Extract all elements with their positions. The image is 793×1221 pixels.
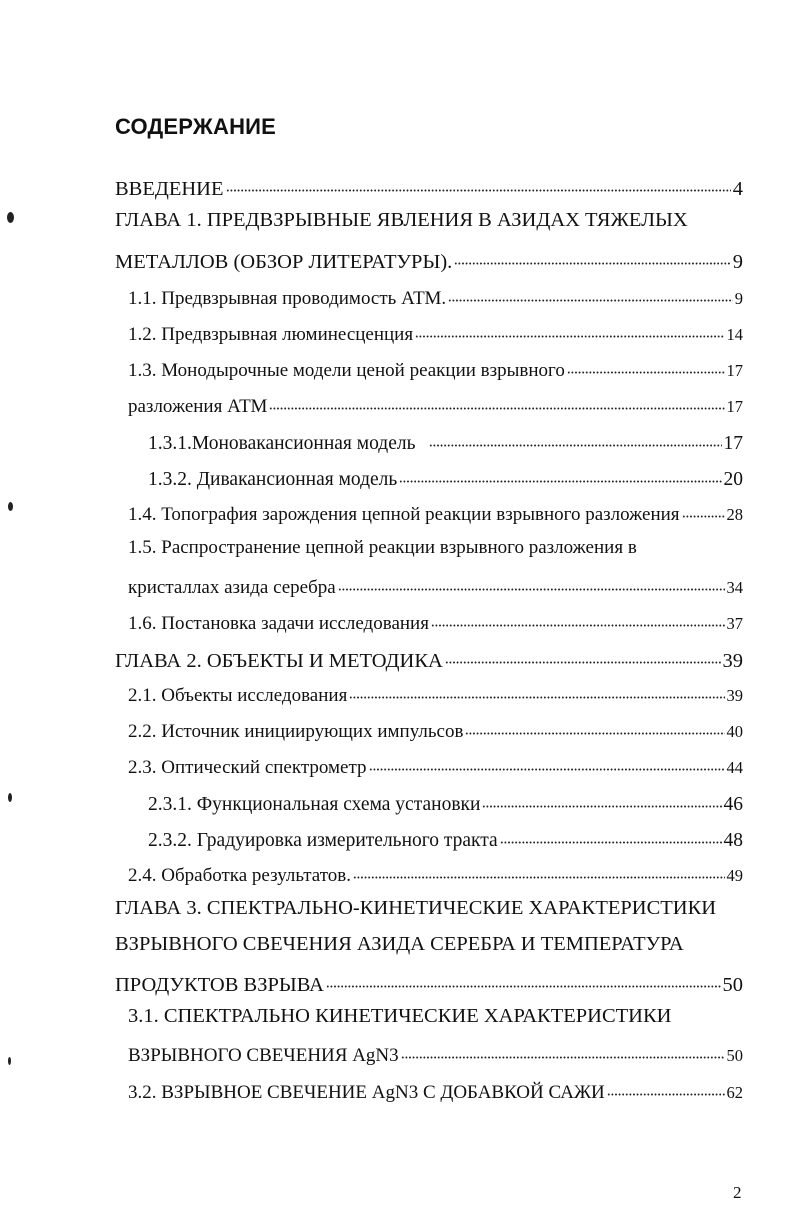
toc-entry-text: МЕТАЛЛОВ (ОБЗОР ЛИТЕРАТУРЫ).: [115, 250, 453, 273]
toc-entry-text: разложения АТМ: [128, 396, 268, 417]
toc-entry-page: 50: [722, 973, 743, 996]
toc-entry: [148, 465, 743, 491]
toc-entry-page: 17: [726, 397, 743, 416]
toc-entry-text: ВВЕДЕНИЕ: [115, 177, 224, 200]
toc-entry-page: 28: [726, 505, 743, 524]
dot-leader: [401, 1042, 725, 1061]
dot-leader: [448, 285, 733, 304]
toc-entry-page: 17: [723, 432, 743, 454]
toc-entry-text: 1.3. Монодырочные модели ценой реакции взрывного: [128, 360, 565, 381]
toc-entry-page: 20: [723, 468, 743, 490]
toc-entry: [128, 357, 743, 383]
dot-leader: [431, 610, 725, 629]
dot-leader: [353, 862, 724, 881]
toc-entry-page: 34: [726, 578, 743, 597]
toc-entry: [128, 682, 743, 708]
toc-entry-page: 62: [726, 1083, 743, 1102]
page-number: 2: [733, 1183, 742, 1202]
toc-entry: [148, 826, 743, 852]
dot-leader: [269, 393, 724, 412]
toc-entry: [128, 862, 743, 888]
toc-entry-text: 1.1. Предвзрывная проводимость АТМ.: [128, 288, 447, 309]
toc-entry: [115, 174, 743, 200]
dot-leader: [415, 321, 724, 340]
toc-entry-text: 1.5. Распространение цепной реакции взрывного разложения в: [128, 537, 637, 558]
toc-entry-page: 49: [726, 866, 743, 885]
toc-entry-page: 50: [726, 1046, 743, 1065]
binding-hole-mark: [8, 502, 13, 511]
toc-entry-text: 2.3. Оптический спектрометр: [128, 757, 367, 778]
toc-entry: [115, 970, 743, 996]
dot-leader: [429, 429, 721, 449]
binding-hole-mark: [8, 793, 12, 802]
dot-leader: [607, 1079, 725, 1098]
toc-entry-text: 1.4. Топография зарождения цепной реакции взрывного разложения: [128, 504, 680, 525]
toc-entry-page: 14: [726, 325, 743, 344]
toc-entry-page: 17: [726, 361, 743, 380]
binding-hole-mark: [8, 1057, 11, 1065]
toc-entry: [148, 790, 743, 816]
toc-entry-text: ГЛАВА 1. ПРЕДВЗРЫВНЫЕ ЯВЛЕНИЯ В АЗИДАХ ТЯЖЕЛЫХ: [115, 209, 688, 231]
toc-entry-page: 37: [726, 614, 743, 633]
dot-leader: [399, 465, 721, 485]
toc-entry-page: 4: [732, 177, 743, 200]
toc-entry: [128, 321, 743, 347]
dot-leader: [567, 357, 725, 376]
toc-entry-text: ГЛАВА 2. ОБЪЕКТЫ И МЕТОДИКА: [115, 649, 443, 672]
toc-entry-text: 2.1. Объекты исследования: [128, 685, 348, 706]
toc-entry: [128, 285, 743, 311]
toc-entry-text: 2.4. Обработка результатов.: [128, 865, 352, 886]
toc-entry-page: 39: [722, 649, 743, 672]
toc-entry-text: 1.6. Постановка задачи исследования: [128, 613, 429, 634]
toc-entry-page: 46: [723, 793, 743, 815]
toc-entry-page: 44: [726, 758, 743, 777]
toc-entry-text: 2.2. Источник инициирующих импульсов: [128, 721, 464, 742]
document-heading: СОДЕРЖАНИЕ: [115, 114, 277, 139]
toc-entry: [128, 754, 743, 780]
toc-entry-text: ГЛАВА 3. СПЕКТРАЛЬНО-КИНЕТИЧЕСКИЕ ХАРАКТЕРИСТИКИ: [115, 897, 717, 919]
toc-entry: [115, 646, 743, 672]
toc-entry-text: 1.3.2. Дивакансионная модель: [148, 468, 398, 490]
toc-entry: [128, 501, 743, 527]
toc-entry-text: ПРОДУКТОВ ВЗРЫВА: [115, 973, 324, 996]
toc-entry-page: 9: [734, 289, 743, 308]
toc-entry-text: ВЗРЫВНОГО СВЕЧЕНИЯ АЗИДА СЕРЕБРА И ТЕМПЕРАТУРА: [115, 933, 684, 955]
toc-entry: [115, 247, 743, 273]
dot-leader: [338, 574, 725, 593]
toc-entry-text: 3.1. СПЕКТРАЛЬНО КИНЕТИЧЕСКИЕ ХАРАКТЕРИСТИКИ: [128, 1005, 672, 1027]
dot-leader: [454, 247, 730, 268]
toc-entry-page: 9: [732, 250, 743, 273]
toc-entry: [148, 429, 743, 455]
toc-entry-page: 39: [726, 686, 743, 705]
toc-entry-text: 3.2. ВЗРЫВНОЕ СВЕЧЕНИЕ AgN3 С ДОБАВКОЙ САЖИ: [128, 1082, 605, 1103]
toc-entry-text: кристаллах азида серебра: [128, 577, 336, 598]
dot-leader: [482, 790, 721, 810]
dot-leader: [500, 826, 722, 846]
dot-leader: [349, 682, 724, 701]
dot-leader: [369, 754, 725, 773]
toc-entry-text: 2.3.1. Функциональная схема установки: [148, 793, 481, 815]
dot-leader: [682, 501, 725, 520]
dot-leader: [226, 174, 731, 195]
dot-leader: [465, 718, 724, 737]
toc-entry-text: ВЗРЫВНОГО СВЕЧЕНИЯ AgN3: [128, 1045, 399, 1066]
dot-leader: [326, 970, 721, 991]
toc-entry-text: 1.2. Предвзрывная люминесценция: [128, 324, 414, 345]
toc-entry-page: 40: [726, 722, 743, 741]
toc-entry-page: 48: [723, 829, 743, 851]
toc-entry: [128, 1079, 743, 1105]
binding-hole-mark: [7, 212, 14, 223]
toc-entry-text: 2.3.2. Градуировка измерительного тракта: [148, 829, 498, 851]
toc-entry-text: 1.3.1.Моновакансионная модель: [148, 432, 416, 454]
toc-entry: [128, 574, 743, 600]
toc-entry: [128, 393, 743, 419]
toc-entry: [128, 718, 743, 744]
toc-entry: [128, 610, 743, 636]
dot-leader: [445, 646, 721, 667]
toc-entry: [128, 1042, 743, 1068]
